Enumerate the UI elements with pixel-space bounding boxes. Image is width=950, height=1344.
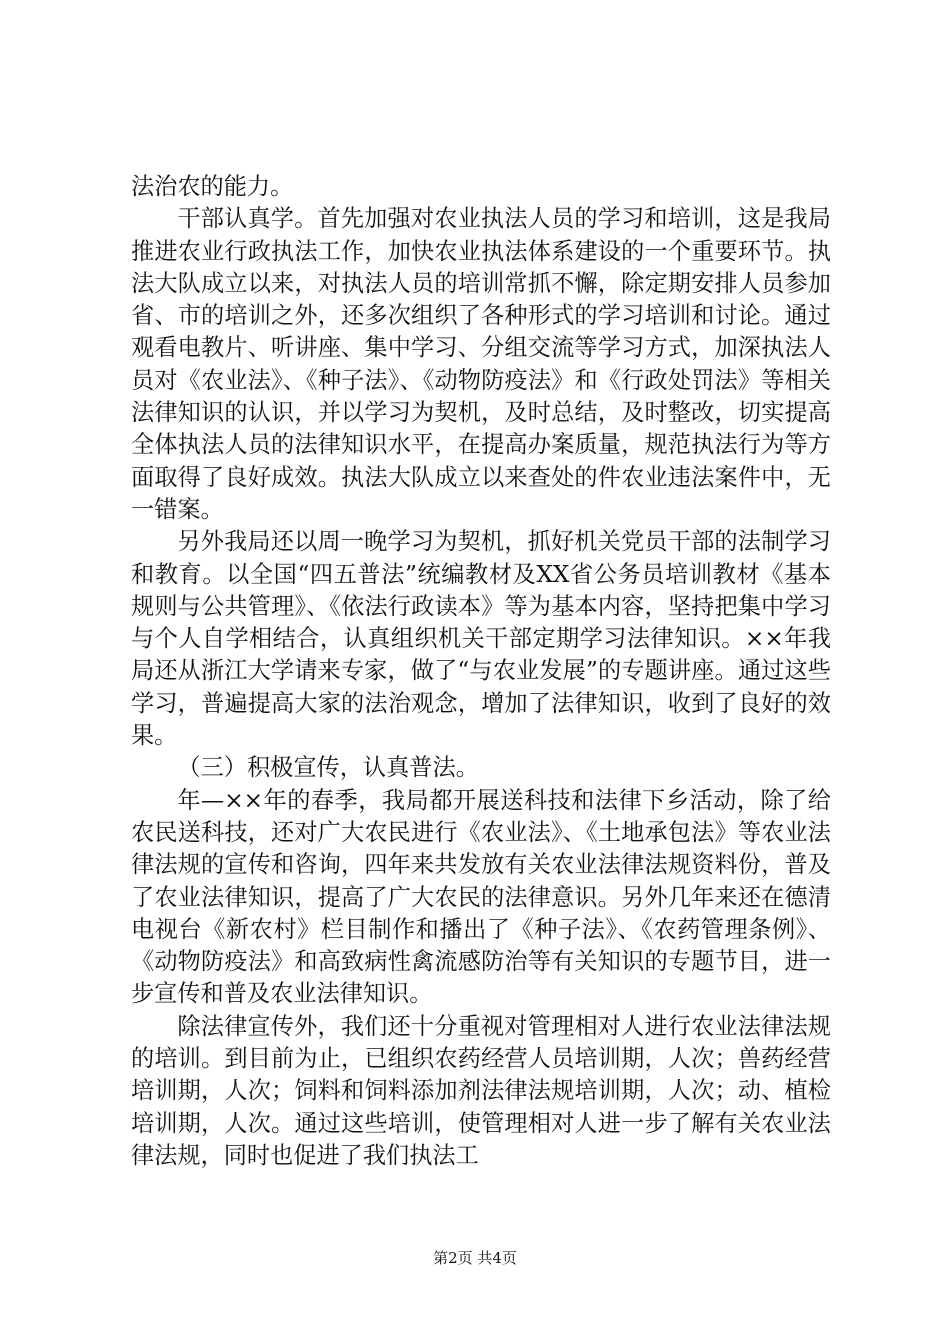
paragraph-training: 除法律宣传外，我们还十分重视对管理相对人进行农业法律法规的培训。到目前为止，已组织农药经营人员培训期，人次；兽药经营培训期，人次；饲料和饲料添加剂法律法规培训期，人次；动、植检培训期，人次。通过这些培训，使管理相对人进一步了解有关农业法律法规，同时也促进了我们执法工 — [131, 1012, 831, 1169]
paragraph-spring-campaign: 年—××年的春季，我局都开展送科技和法律下乡活动，除了给农民送科技，还对广大农民进行《农业法》、《土地承包法》等农业法律法规的宣传和咨询，四年来共发放有关农业法律法规资料份，普及了农业法律知识，提高了广大农民的法律意识。另外几年来还在德清电视台《新农村》栏目制作和播出了《种子法》、《农药管理条例》、《动物防疫法》和高致病性禽流感防治等有关知识的专题节目，进一步宣传和普及农业法律知识。 — [131, 786, 831, 1008]
paragraph-monday-study: 另外我局还以周一晚学习为契机，抓好机关党员干部的法制学习和教育。以全国“四五普法”统编教材及XX省公务员培训教材《基本规则与公共管理》、《依法行政读本》等为基本内容，坚持把集中学习与个人自学相结合，认真组织机关干部定期学习法律知识。××年我局还从浙江大学请来专家，做了“与农业发展”的专题讲座。通过这些学习，普遍提高大家的法治观念，增加了法律知识，收到了良好的效果。 — [131, 528, 831, 750]
section-heading: （三）积极宣传，认真普法。 — [177, 754, 479, 782]
page-number-footer: 第2页 共4页 — [433, 1249, 517, 1267]
document-body — [131, 171, 831, 1172]
paragraph-cadre-study: 干部认真学。首先加强对农业执法人员的学习和培训，这是我局推进农业行政执法工作，加快农业执法体系建设的一个重要环节。执法大队成立以来，对执法人员的培训常抓不懈，除定期安排人员参加省、市的培训之外，还多次组织了各种形式的学习培训和讨论。通过观看电教片、听讲座、集中学习、分组交流等学习方式，加深执法人员对《农业法》、《种子法》、《动物防疫法》和《行政处罚法》等相关法律知识的认识，并以学习为契机，及时总结，及时整改，切实提高全体执法人员的法律知识水平，在提高办案质量，规范执法行为等方面取得了良好成效。执法大队成立以来查处的件农业违法案件中，无一错案。 — [131, 205, 831, 523]
paragraph-continuation: 法治农的能力。 — [131, 173, 294, 200]
